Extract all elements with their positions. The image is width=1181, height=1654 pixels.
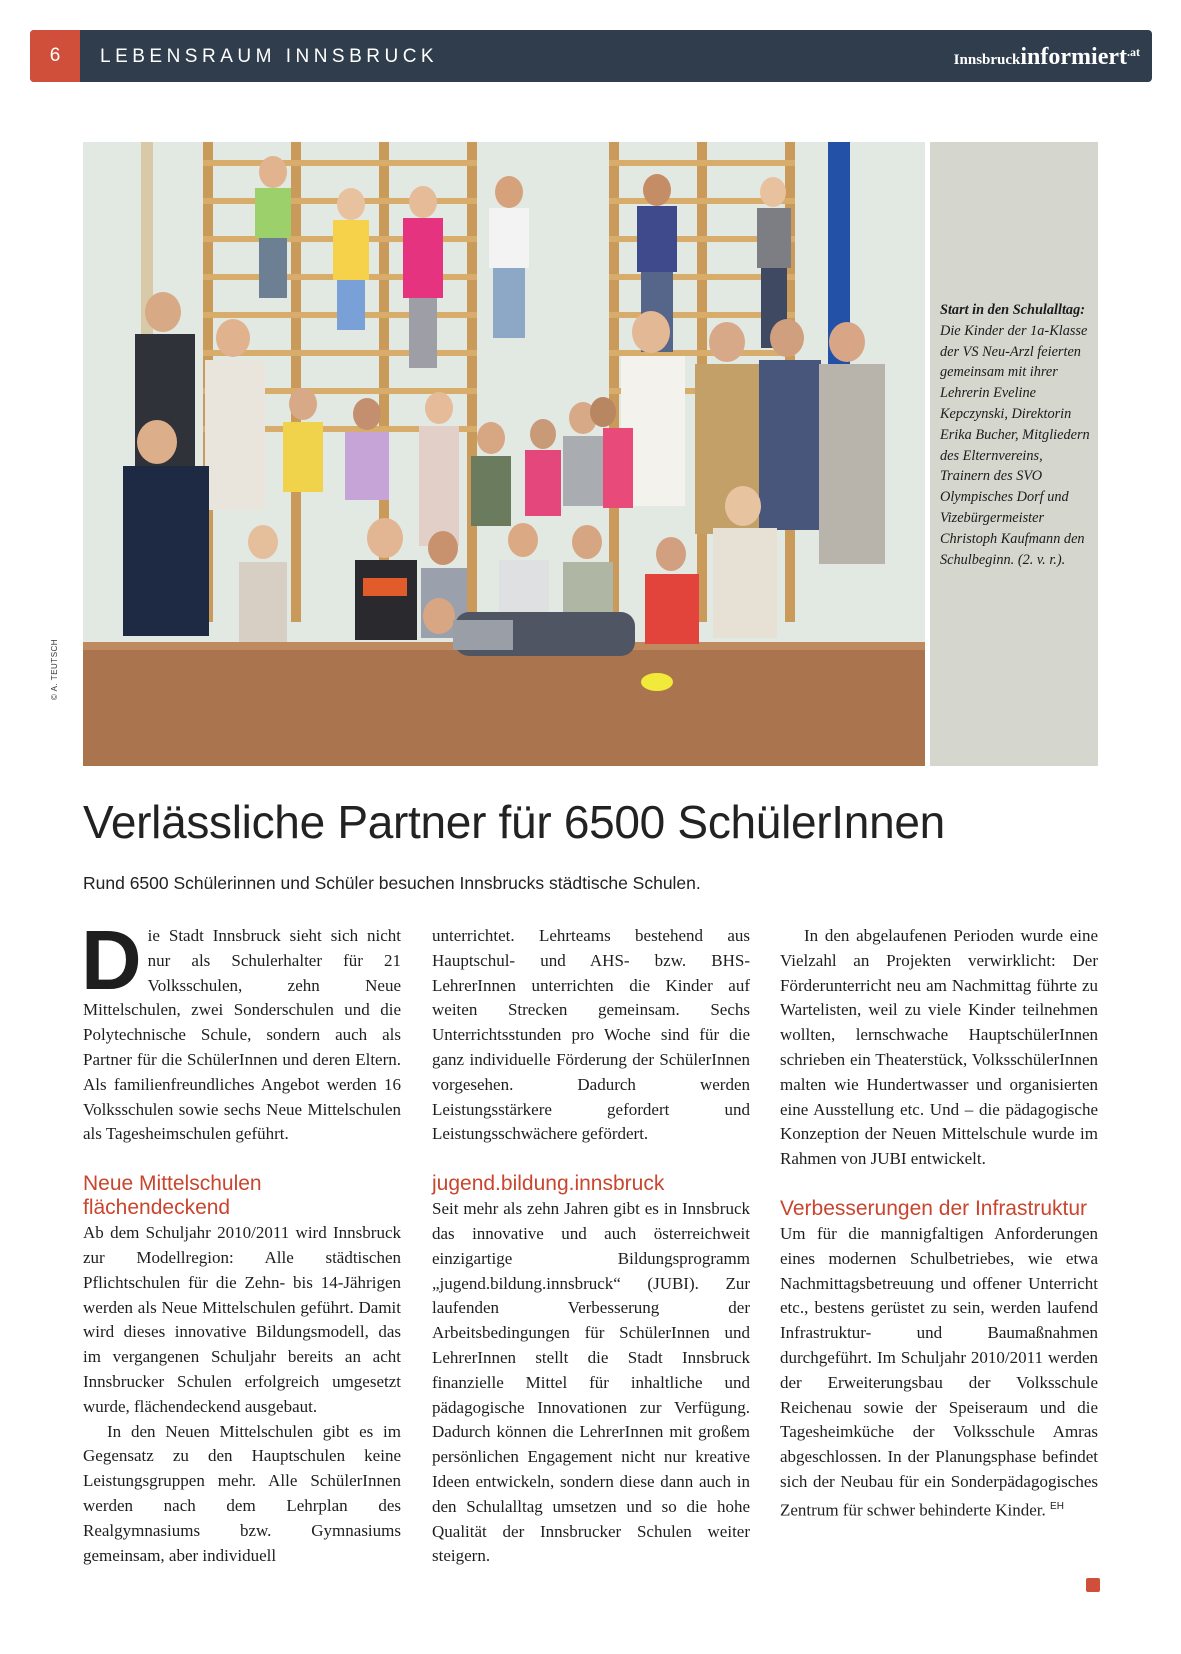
drop-cap: D [81, 913, 142, 1007]
subheading-neue-mittelschulen: Neue Mittelschulen flächendeckend [83, 1172, 262, 1220]
caption-lead: Start in den Schulalltag: [940, 302, 1085, 318]
paragraph-intro [81, 913, 401, 1147]
article-column-3 [780, 924, 1098, 1523]
page-number: 6 [30, 30, 80, 82]
paragraph-intro-text: ie Stadt Innsbruck sieht sich nicht nur als Schulerhalter für 21 Volksschulen, zehn Neue Mittelschulen, zwei Sonderschulen und die Polytechnische Schule, sondern auch als Partner für die SchülerInnen und deren Eltern. Als familienfreundliches Angebot werden 16 Volksschulen sowie sechs Neue Mittelschulen als Tagesheimschulen geführt. [83, 926, 401, 1144]
photo-caption [940, 300, 1090, 570]
brand-logo [954, 44, 1140, 71]
page-header [30, 30, 1152, 82]
paragraph: Ab dem Schuljahr 2010/2011 wird Innsbruck zur Modellregion: Alle städtischen Pflichtschulen für die Zehn- bis 14-Jährigen werden als Neue Mittelschulen geführt. Damit wird dieses innovative Bildungsmodell, das im vergangenen Schuljahr bereits an acht Innsbrucker Schulen erfolgreich umgesetzt wurde, flächendeckend ausgebaut. [83, 1223, 401, 1416]
article-column-1 [81, 913, 401, 1568]
brand-prefix: Innsbruck [953, 52, 1021, 68]
class-photo [83, 142, 925, 766]
subheading-jubi: jugend.bildung.innsbruck [432, 1172, 665, 1196]
paragraph: In den abgelaufenen Perioden wurde eine Vielzahl an Projekten verwirklicht: Der Förderunterricht neu am Nachmittag führte zu Wartelisten, weil zu viele Kinder teilnehmen wollten, lernschwache HauptschülerInnen schrieben ein Theaterstück, VolksschülerInnen malten wie Hundertwasser und organisierten eine Ausstellung etc. Und – die pädagogische Konzeption der Neuen Mittelschule wurde im Rahmen von JUBI entwickelt. [780, 926, 1098, 1169]
article-headline: Verlässliche Partner für 6500 SchülerInnen [83, 796, 945, 848]
paragraph-final [780, 1222, 1098, 1523]
article-lead: Rund 6500 Schülerinnen und Schüler besuchen Innsbrucks städtische Schulen. [83, 873, 701, 893]
paragraph: In den Neuen Mittelschulen gibt es im Gegensatz zu den Hauptschulen keine Leistungsgruppen mehr. Alle SchülerInnen werden nach dem Lehrplan des Realgymnasiums bzw. Gymnasiums gemeinsam, aber individuell [83, 1421, 401, 1565]
article-end-mark [1086, 1578, 1100, 1592]
article-column-2 [432, 924, 750, 1569]
caption-text: Die Kinder der 1a-Klasse der VS Neu-Arzl feierten gemeinsam mit ihrer Lehrerin Eveline Kepczynski, Direktorin Erika Bucher, Mitgliedern des Elternvereins, Trainern des SVO Olympisches Dorf und Vizebürgermeister Christoph Kaufmann den Schulbeginn. (2. v. r.). [940, 322, 1090, 568]
photo-credit: © A. TEUTSCH [50, 638, 59, 700]
photo-caption-box [930, 142, 1098, 766]
paragraph-final-text: Um für die mannigfaltigen Anforderungen eines modernen Schulbetriebes, wie etwa Nachmittagsbetreuung und offener Unterricht etc., bestens gerüstet zu sein, werden laufend Infrastruktur- und Baumaßnahmen durchgeführt. Im Schuljahr 2010/2011 werden der Erweiterungsbau der Volksschule Reichenau sowie der Speiseraum und die Tagesheimküche der Volksschule Amras abgeschlossen. In der Planungsphase befindet sich der Neubau für ein Sonderpädagogisches Zentrum für schwer behinderte Kinder. [780, 1223, 1098, 1520]
subheading-infrastruktur: Verbesserungen der Infrastruktur [780, 1196, 1088, 1220]
brand-main: informiert [1020, 44, 1127, 70]
author-initials: EH [1050, 1500, 1064, 1512]
section-title: LEBENSRAUM INNSBRUCK [100, 46, 439, 67]
class-photo-illustration [83, 142, 925, 766]
paragraph: Seit mehr als zehn Jahren gibt es in Innsbruck das innovative und auch österreichweit einzigartige Bildungsprogramm „jugend.bildung.innsbruck“ (JUBI). Zur laufenden Verbesserung der Arbeitsbedingungen für SchülerInnen und LehrerInnen stellt die Stadt Innsbruck finanzielle Mittel für inhaltliche und pädagogische Innovationen zur Verfügung. Dadurch können die LehrerInnen mit großem persönlichen Engagement nicht nur kreative Ideen entwickeln, sondern diese dann auch in den Schulalltag umsetzen und so die hohe Qualität der Innsbrucker Schulen weiter steigern. [432, 1199, 750, 1566]
paragraph: unterrichtet. Lehrteams bestehend aus Hauptschul- und AHS- bzw. BHS-LehrerInnen unterrichten die Kinder auf weiten Strecken gemeinsam. Sechs Unterrichtsstunden pro Woche sind für die ganz individuelle Förderung der SchülerInnen vorgesehen. Dadurch werden Leistungsstärkere gefordert und Leistungsschwächere gefördert. [432, 926, 750, 1144]
brand-suffix: .at [1127, 45, 1140, 59]
